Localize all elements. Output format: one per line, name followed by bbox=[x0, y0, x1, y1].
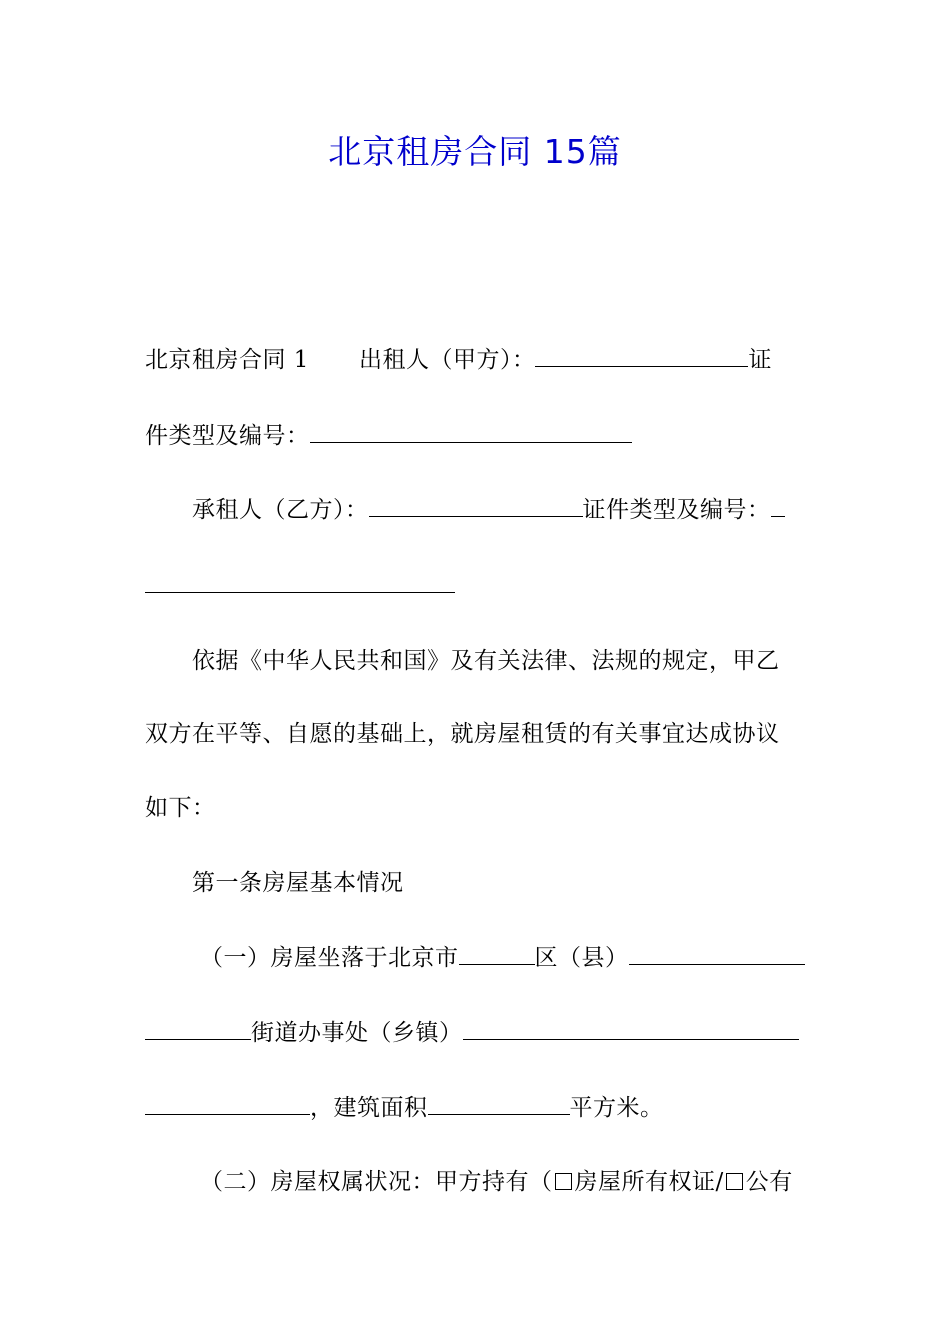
lessor-cert-blank bbox=[310, 420, 632, 443]
lessee-cert-blank bbox=[145, 570, 455, 593]
lessee-label: 承租人（乙方）： bbox=[192, 497, 369, 523]
ownership-line bbox=[200, 1166, 807, 1198]
area-label: ，建筑面积 bbox=[310, 1095, 428, 1121]
lessee-cert-label: 证件类型及编号： bbox=[582, 497, 771, 523]
district-blank bbox=[459, 942, 535, 965]
ownership-option-2: 公有 bbox=[745, 1169, 793, 1195]
ownership-option-1: 房屋所有权证/ bbox=[574, 1169, 724, 1195]
area-blank bbox=[428, 1092, 570, 1115]
intro-line-2: 双方在平等、自愿的基础上，就房屋租赁的有关事宜达成协议 bbox=[145, 721, 780, 747]
area-line bbox=[145, 1092, 807, 1124]
street-line bbox=[145, 1017, 807, 1049]
checkbox-icon[interactable] bbox=[726, 1173, 743, 1190]
township-blank bbox=[463, 1017, 799, 1040]
document-title: 北京租房合同 15篇 bbox=[328, 132, 622, 171]
cert-tail: 证 bbox=[748, 347, 772, 373]
intro-line-1: 依据《中华人民共和国》及有关法律、法规的规定，甲乙 bbox=[192, 648, 780, 674]
lessee-name-blank bbox=[369, 494, 583, 517]
checkbox-icon[interactable] bbox=[555, 1173, 572, 1190]
article-1-title: 第一条房屋基本情况 bbox=[192, 870, 404, 896]
intro-line-3: 如下： bbox=[145, 795, 216, 821]
cert-type-label: 件类型及编号： bbox=[145, 423, 310, 449]
contract-heading: 北京租房合同 1 bbox=[145, 347, 309, 373]
location-line bbox=[200, 942, 807, 974]
street-blank bbox=[145, 1017, 251, 1040]
lessee-line bbox=[192, 494, 807, 526]
lessor-label: 出租人（甲方）： bbox=[358, 347, 536, 373]
lessor-line bbox=[145, 344, 807, 376]
area-unit: 平方米。 bbox=[569, 1095, 664, 1121]
location-prefix: （一）房屋坐落于北京市 bbox=[200, 945, 459, 971]
lessee-cert-continue-line bbox=[145, 570, 807, 602]
ownership-prefix: （二）房屋权属状况：甲方持有（ bbox=[200, 1169, 553, 1195]
address-blank bbox=[145, 1092, 310, 1115]
lessor-name-blank bbox=[535, 344, 748, 367]
street-label: 街道办事处（乡镇） bbox=[251, 1020, 463, 1046]
lessor-cert-line bbox=[145, 420, 807, 452]
lessee-cert-blank-start bbox=[771, 494, 785, 517]
county-blank bbox=[629, 942, 805, 965]
district-label: 区（县） bbox=[534, 945, 629, 971]
